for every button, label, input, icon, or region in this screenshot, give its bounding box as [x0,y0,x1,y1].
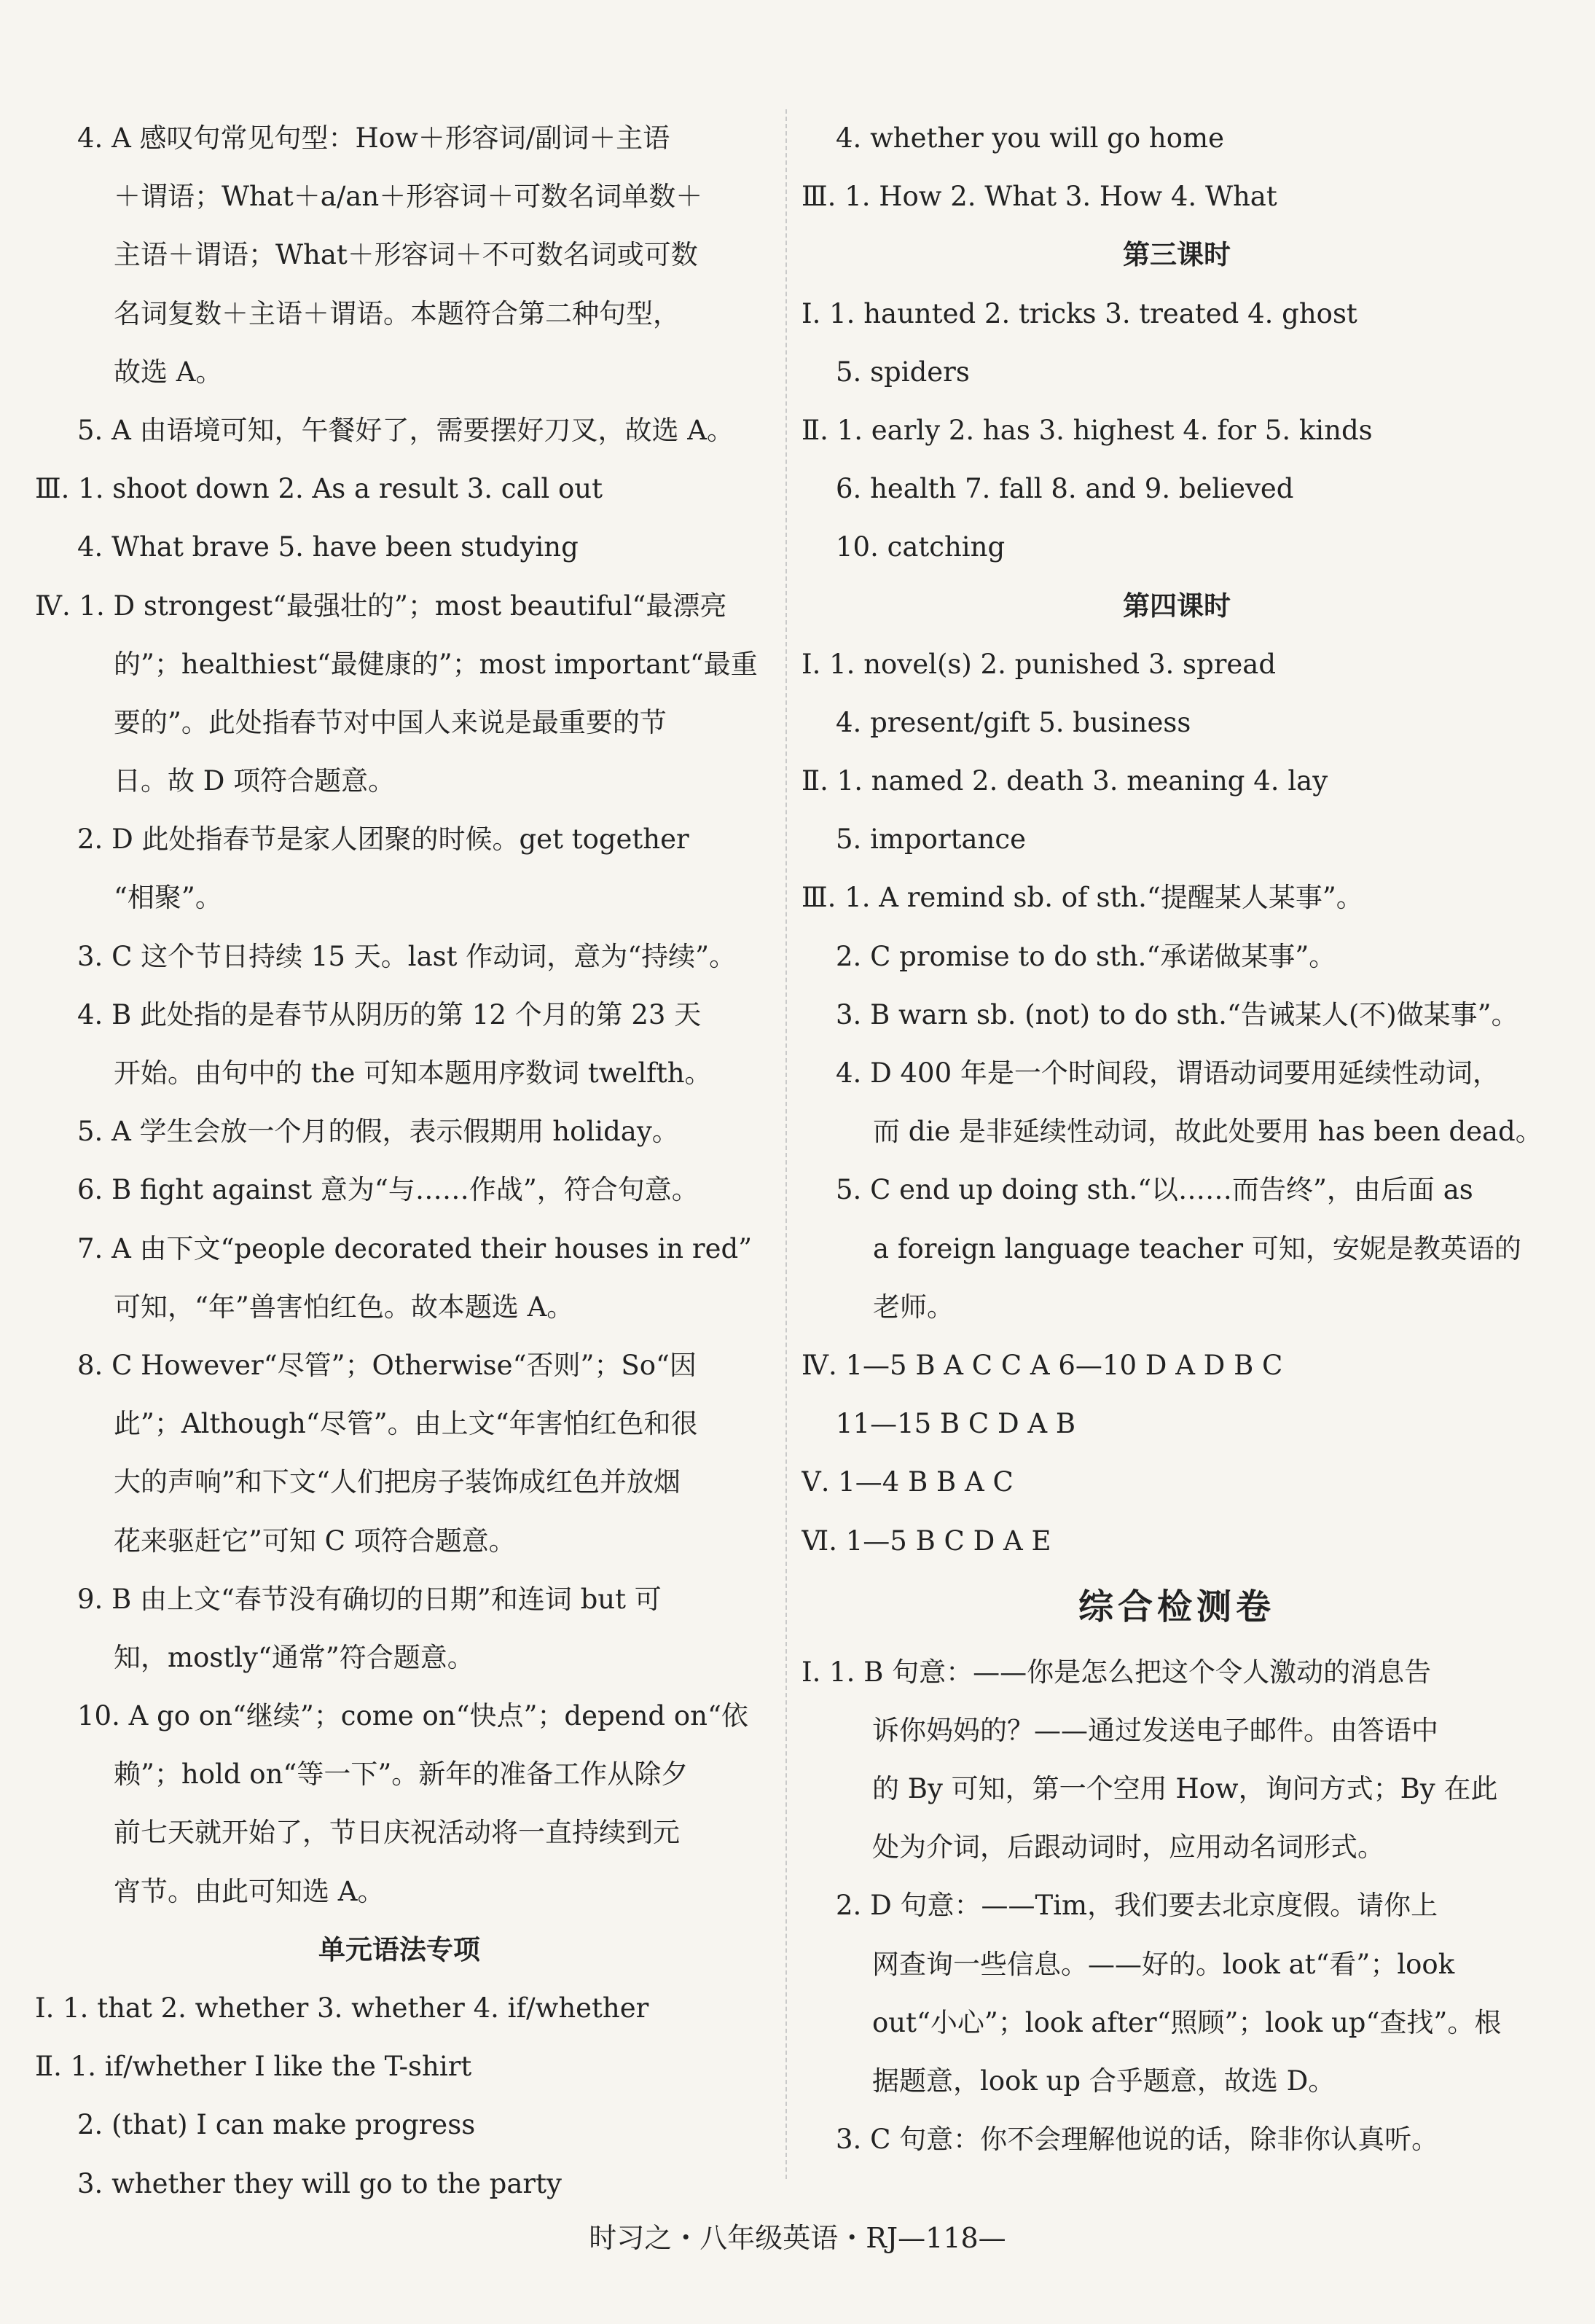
answer-line: Ⅲ. 1. shoot down 2. As a result 3. call out [35,473,603,505]
answer-line: 10. catching [836,531,1006,563]
answer-line: 4. What brave 5. have been studying [77,531,579,563]
answer-line: 可知，“年”兽害怕红色。故本题选 A。 [114,1291,574,1323]
answer-line: Ⅱ. 1. named 2. death 3. meaning 4. lay [802,765,1328,797]
answer-line: 的”；healthiest“最健康的”；most important“最重 [114,648,758,680]
answer-line: 处为介词，后跟动词时，应用动名词形式。 [872,1831,1384,1863]
answer-line: ＋谓语；What＋a/an＋形容词＋可数名词单数＋ [114,181,703,213]
answer-line: 10. A go on“继续”；come on“快点”；depend on“依 [77,1700,748,1732]
answer-line: 4. whether you will go home [836,122,1225,154]
answer-line: 4. present/gift 5. business [836,706,1191,738]
answer-line: 老师。 [873,1291,954,1323]
answer-line: 诉你妈妈的？——通过发送电子邮件。由答语中 [872,1714,1438,1746]
answer-line: Ⅲ. 1. How 2. What 3. How 4. What [802,181,1277,213]
answer-line: 而 die 是非延续性动词，故此处要用 has been dead。 [873,1116,1543,1148]
answer-line: Ⅳ. 1—5 B A C C A 6—10 D A D B C [802,1349,1283,1381]
answer-line: 日。故 D 项符合题意。 [114,765,396,797]
answer-line: Ⅰ. 1. B 句意：——你是怎么把这个令人激动的消息告 [802,1656,1432,1688]
section-heading: 综合检测卷 [1078,1586,1275,1627]
answer-line: Ⅳ. 1. D strongest“最强壮的”；most beautiful“最漂亮 [35,590,727,622]
answer-line: Ⅱ. 1. early 2. has 3. highest 4. for 5. kinds [802,414,1373,446]
answer-line: 4. A 感叹句常见句型：How＋形容词/副词＋主语 [77,122,670,154]
answer-line: 赖”；hold on“等一下”。新年的准备工作从除夕 [114,1758,689,1791]
answer-line: 6. B fight against 意为“与……作战”，符合句意。 [77,1174,699,1206]
section-heading: 第三课时 [1123,239,1231,271]
answer-line: 9. B 由上文“春节没有确切的日期”和连词 but 可 [77,1583,662,1615]
answer-line: 要的”。此处指春节对中国人来说是最重要的节 [114,706,667,738]
answer-line: 此”；Although“尽管”。由上文“年害怕红色和很 [114,1408,698,1440]
answer-line: 5. A 由语境可知，午餐好了，需要摆好刀叉，故选 A。 [77,414,734,446]
answer-line: 4. D 400 年是一个时间段，谓语动词要用延续性动词， [836,1057,1500,1089]
section-heading: 第四课时 [1123,590,1231,622]
answer-line: Ⅰ. 1. haunted 2. tricks 3. treated 4. ghost [802,297,1357,329]
answer-line: 故选 A。 [114,356,223,388]
answer-line: 主语＋谓语；What＋形容词＋不可数名词或可数 [114,239,698,271]
answer-line: 2. (that) I can make progress [77,2109,476,2141]
section-heading: 单元语法专项 [318,1933,480,1965]
answer-line: 花来驱赶它”可知 C 项符合题意。 [114,1525,516,1557]
column-divider [785,109,787,2179]
answer-line: Ⅰ. 1. novel(s) 2. punished 3. spread [802,648,1277,680]
answer-line: 的 By 可知，第一个空用 How，询问方式；By 在此 [872,1773,1498,1805]
answer-line: 5. spiders [836,356,970,388]
answer-line: 5. C end up doing sth.“以……而告终”，由后面 as [836,1174,1473,1206]
answer-line: 宵节。由此可知选 A。 [114,1875,385,1907]
answer-line: 11—15 B C D A B [836,1408,1076,1440]
answer-line: 7. A 由下文“people decorated their houses in red” [77,1232,753,1264]
answer-line: 开始。由句中的 the 可知本题用序数词 twelfth。 [114,1057,712,1089]
left-column [35,109,764,2213]
answer-line: Ⅵ. 1—5 B C D A E [802,1525,1051,1557]
answer-line: 8. C However“尽管”；Otherwise“否则”；So“因 [77,1349,697,1381]
answer-line: Ⅴ. 1—4 B B A C [802,1466,1014,1498]
answer-line: 2. D 此处指春节是家人团聚的时候。get together [77,823,689,856]
answer-line: Ⅰ. 1. that 2. whether 3. whether 4. if/whether [35,1992,649,2024]
answer-line: a foreign language teacher 可知，安妮是教英语的 [873,1232,1521,1264]
answer-line: 5. A 学生会放一个月的假，表示假期用 holiday。 [77,1116,679,1148]
answer-line: 3. C 这个节日持续 15 天。last 作动词，意为“持续”。 [77,940,737,972]
answer-line: 2. D 句意：——Tim，我们要去北京度假。请你上 [836,1890,1438,1922]
right-column [802,109,1552,2169]
answer-line: 前七天就开始了，节日庆祝活动将一直持续到元 [114,1817,680,1849]
answer-line: 名词复数＋主语＋谓语。本题符合第二种句型， [114,297,680,329]
answer-line: Ⅱ. 1. if/whether I like the T-shirt [35,2051,472,2083]
answer-line: 6. health 7. fall 8. and 9. believed [836,473,1294,505]
answer-line: 3. C 句意：你不会理解他说的话，除非你认真听。 [836,2124,1439,2156]
answer-line: Ⅲ. 1. A remind sb. of sth.“提醒某人某事”。 [802,882,1363,914]
answer-line: 3. whether they will go to the party [77,2167,562,2199]
answer-line: 5. importance [836,823,1027,856]
answer-line: 知，mostly“通常”符合题意。 [114,1641,474,1673]
answer-line: “相聚”。 [114,882,222,914]
answer-line: out“小心”；look after“照顾”；look up“查找”。根 [872,2006,1502,2038]
answer-line: 据题意，look up 合乎题意，故选 D。 [872,2065,1336,2097]
answer-line: 2. C promise to do sth.“承诺做某事”。 [836,940,1336,972]
page-footer: 时习之・八年级英语・RJ—118— [589,2222,1006,2254]
answer-line: 4. B 此处指的是春节从阴历的第 12 个月的第 23 天 [77,998,702,1030]
answer-line: 3. B warn sb. (not) to do sth.“告诫某人(不)做某事”。 [836,998,1518,1030]
answer-line: 网查询一些信息。——好的。look at“看”；look [872,1948,1455,1980]
answer-line: 大的声响”和下文“人们把房子装饰成红色并放烟 [114,1466,681,1498]
